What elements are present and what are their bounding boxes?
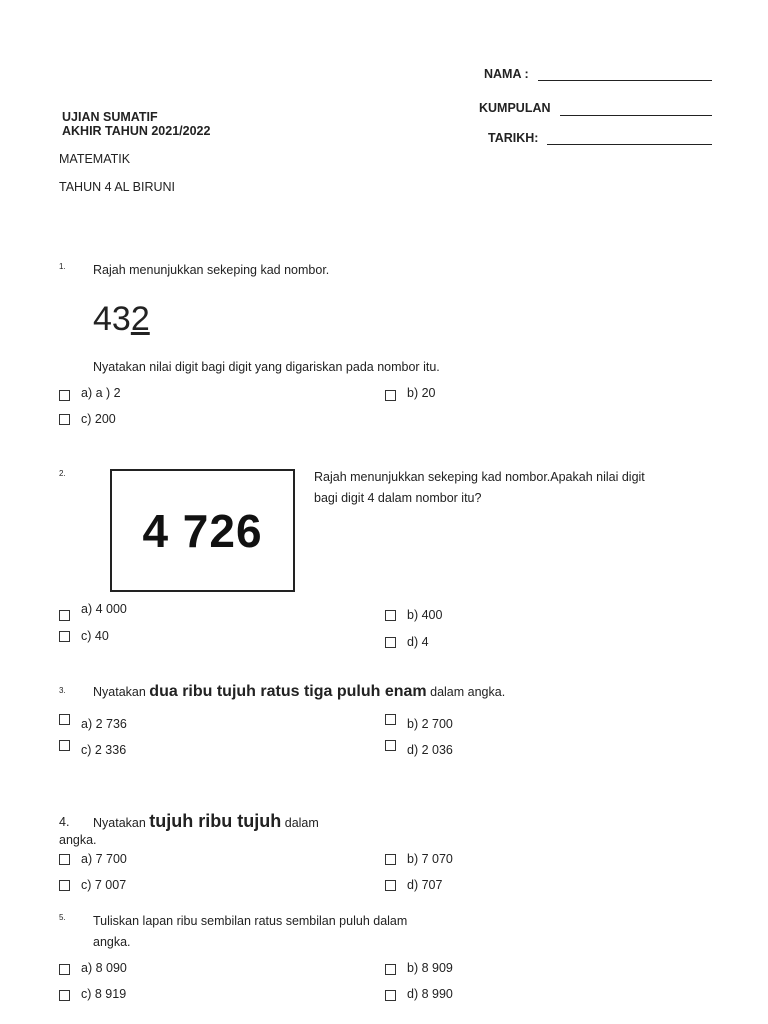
question-2-number: 2. bbox=[59, 469, 66, 478]
q2-option-a: a) 4 000 bbox=[81, 602, 127, 616]
q5-option-d-checkbox[interactable] bbox=[385, 990, 396, 1001]
q5-option-b-checkbox[interactable] bbox=[385, 964, 396, 975]
q2-option-d-checkbox[interactable] bbox=[385, 637, 396, 648]
q5-option-b: b) 8 909 bbox=[407, 961, 453, 975]
q1-option-a: a) a ) 2 bbox=[81, 386, 121, 400]
q3-option-a-checkbox[interactable] bbox=[59, 714, 70, 725]
question-3-number: 3. bbox=[59, 686, 66, 695]
question-4-post-line2: angka. bbox=[59, 833, 97, 847]
question-4-text bbox=[93, 811, 319, 832]
q5-option-c-checkbox[interactable] bbox=[59, 990, 70, 1001]
kumpulan-field[interactable] bbox=[560, 115, 712, 116]
tarikh-label: TARIKH: bbox=[488, 131, 539, 145]
q4-option-a-checkbox[interactable] bbox=[59, 854, 70, 865]
q4-option-b: b) 7 070 bbox=[407, 852, 453, 866]
question-1-number: 1. bbox=[59, 262, 66, 271]
question-5-number: 5. bbox=[59, 913, 66, 922]
q4-option-a: a) 7 700 bbox=[81, 852, 127, 866]
q1-option-b-checkbox[interactable] bbox=[385, 390, 396, 401]
question-1-card-digits: 43 bbox=[93, 300, 131, 338]
q5-option-a-checkbox[interactable] bbox=[59, 964, 70, 975]
q2-option-c: c) 40 bbox=[81, 629, 109, 643]
q1-option-b: b) 20 bbox=[407, 386, 436, 400]
question-3-pre: Nyatakan bbox=[93, 685, 146, 699]
subject: MATEMATIK bbox=[59, 152, 131, 166]
q3-option-b: b) 2 700 bbox=[407, 717, 453, 731]
question-5-text-line1: Tuliskan lapan ribu sembilan ratus sembilan puluh dalam bbox=[93, 914, 408, 928]
q4-option-c: c) 7 007 bbox=[81, 878, 127, 892]
tarikh-field[interactable] bbox=[547, 144, 712, 145]
q1-option-c-checkbox[interactable] bbox=[59, 414, 70, 425]
q4-option-d-checkbox[interactable] bbox=[385, 880, 396, 891]
exam-title-line2: AKHIR TAHUN 2021/2022 bbox=[62, 124, 211, 138]
question-1-text: Rajah menunjukkan sekeping kad nombor. bbox=[93, 263, 330, 277]
q5-option-a: a) 8 090 bbox=[81, 961, 127, 975]
exam-title-line1: UJIAN SUMATIF bbox=[62, 110, 158, 124]
question-2-text-line2: bagi digit 4 dalam nombor itu? bbox=[314, 491, 482, 505]
question-4-number: 4. bbox=[59, 815, 70, 829]
q1-option-a-checkbox[interactable] bbox=[59, 390, 70, 401]
question-2-card-number: 4 726 bbox=[142, 504, 263, 557]
q3-option-d-checkbox[interactable] bbox=[385, 740, 396, 751]
kumpulan-label: KUMPULAN bbox=[479, 101, 551, 115]
q3-option-b-checkbox[interactable] bbox=[385, 714, 396, 725]
question-2-text-line1: Rajah menunjukkan sekeping kad nombor.Apakah nilai digit bbox=[314, 470, 645, 484]
question-1-instruction: Nyatakan nilai digit bagi digit yang digariskan pada nombor itu. bbox=[93, 360, 440, 374]
q3-option-c: c) 2 336 bbox=[81, 743, 127, 757]
q1-option-c: c) 200 bbox=[81, 412, 116, 426]
q3-option-d: d) 2 036 bbox=[407, 743, 453, 757]
question-1-card bbox=[93, 300, 150, 339]
q2-option-a-checkbox[interactable] bbox=[59, 610, 70, 621]
q5-option-d: d) 8 990 bbox=[407, 987, 453, 1001]
q2-option-c-checkbox[interactable] bbox=[59, 631, 70, 642]
q2-option-d: d) 4 bbox=[407, 635, 429, 649]
question-3-emphasis: dua ribu tujuh ratus tiga puluh enam bbox=[149, 683, 427, 700]
question-4-pre: Nyatakan bbox=[93, 816, 146, 830]
question-2-number-card bbox=[110, 469, 295, 592]
q2-option-b: b) 400 bbox=[407, 608, 443, 622]
class-name: TAHUN 4 AL BIRUNI bbox=[59, 180, 175, 194]
q3-option-a: a) 2 736 bbox=[81, 717, 127, 731]
question-3-text bbox=[93, 683, 505, 701]
q5-option-c: c) 8 919 bbox=[81, 987, 127, 1001]
q2-option-b-checkbox[interactable] bbox=[385, 610, 396, 621]
q4-option-c-checkbox[interactable] bbox=[59, 880, 70, 891]
question-5-text-line2: angka. bbox=[93, 935, 131, 949]
nama-field[interactable] bbox=[538, 80, 712, 81]
question-1-card-underlined-digit: 2 bbox=[130, 300, 150, 338]
question-4-emphasis: tujuh ribu tujuh bbox=[149, 811, 282, 831]
question-3-post: dalam angka. bbox=[430, 685, 506, 699]
q4-option-d: d) 707 bbox=[407, 878, 443, 892]
question-4-post: dalam bbox=[284, 816, 319, 830]
q4-option-b-checkbox[interactable] bbox=[385, 854, 396, 865]
nama-label: NAMA : bbox=[484, 67, 529, 81]
q3-option-c-checkbox[interactable] bbox=[59, 740, 70, 751]
